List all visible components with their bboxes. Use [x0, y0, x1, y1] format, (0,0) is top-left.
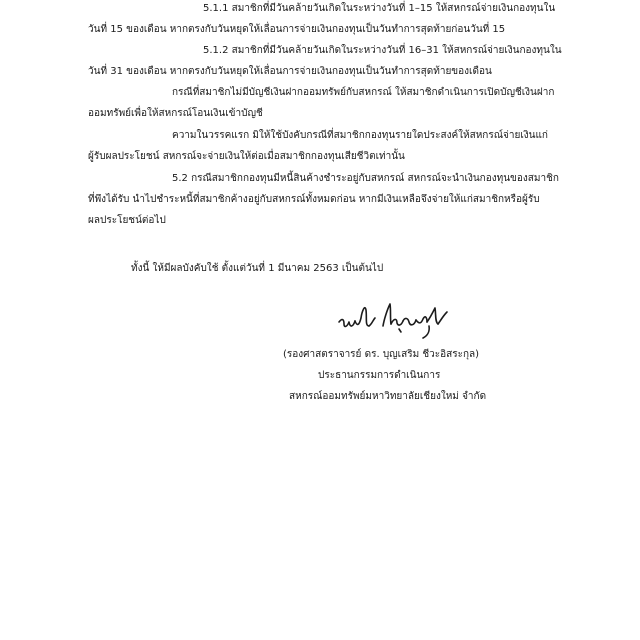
para-5-1-2-line-2: วันที่ 31 ของเดือน หากตรงกับวันหยุดให้เลื่อนการจ่ายเงินกองทุนเป็นวันทำการสุดท้ายของเดือน: [88, 66, 492, 77]
para-first-clause-line-2: ผู้รับผลประโยชน์ สหกรณ์จะจ่ายเงินให้ต่อเมื่อสมาชิกกองทุนเสียชีวิตเท่านั้น: [88, 151, 405, 162]
handwritten-signature-icon: [335, 296, 455, 342]
para-5-2-line-1: 5.2 กรณีสมาชิกกองทุนมีหนี้สินค้างชำระอยู่กับสหกรณ์ สหกรณ์จะนำเงินกองทุนของสมาชิก: [172, 173, 559, 184]
effective-date: ทั้งนี้ ให้มีผลบังคับใช้ ตั้งแต่วันที่ 1 มีนาคม 2563 เป็นต้นไป: [131, 263, 384, 274]
signatory-position: ประธานกรรมการดำเนินการ: [318, 370, 441, 381]
para-no-account-line-2: ออมทรัพย์เพื่อให้สหกรณ์โอนเงินเข้าบัญชี: [88, 108, 263, 119]
para-5-1-2-line-1: 5.1.2 สมาชิกที่มีวันคล้ายวันเกิดในระหว่างวันที่ 16–31 ให้สหกรณ์จ่ายเงินกองทุนใน: [203, 45, 562, 56]
para-5-1-1-line-1: 5.1.1 สมาชิกที่มีวันคล้ายวันเกิดในระหว่างวันที่ 1–15 ให้สหกรณ์จ่ายเงินกองทุนใน: [203, 3, 556, 14]
para-no-account-line-1: กรณีที่สมาชิกไม่มีบัญชีเงินฝากออมทรัพย์กับสหกรณ์ ให้สมาชิกดำเนินการเปิดบัญชีเงินฝาก: [172, 87, 555, 98]
para-5-1-1-line-2: วันที่ 15 ของเดือน หากตรงกับวันหยุดให้เลื่อนการจ่ายเงินกองทุนเป็นวันทำการสุดท้ายก่อนวันที่ 15: [88, 24, 506, 35]
para-5-2-line-3: ผลประโยชน์ต่อไป: [88, 215, 166, 226]
para-first-clause-line-1: ความในวรรคแรก มิให้ใช้บังคับกรณีที่สมาชิกกองทุนรายใดประสงค์ให้สหกรณ์จ่ายเงินแก่: [172, 130, 548, 141]
signatory-name: (รองศาสตราจารย์ ดร. บุญเสริม ชีวะอิสระกุล): [283, 349, 480, 360]
para-5-2-line-2: ที่พึงได้รับ นำไปชำระหนี้ที่สมาชิกค้างอยู่กับสหกรณ์ทั้งหมดก่อน หากมีเงินเหลือจึงจ่ายให้แก่สมาชิกหรือผู้รับ: [88, 194, 540, 205]
organization-name: สหกรณ์ออมทรัพย์มหาวิทยาลัยเชียงใหม่ จำกัด: [289, 391, 487, 402]
signature: [335, 296, 455, 342]
